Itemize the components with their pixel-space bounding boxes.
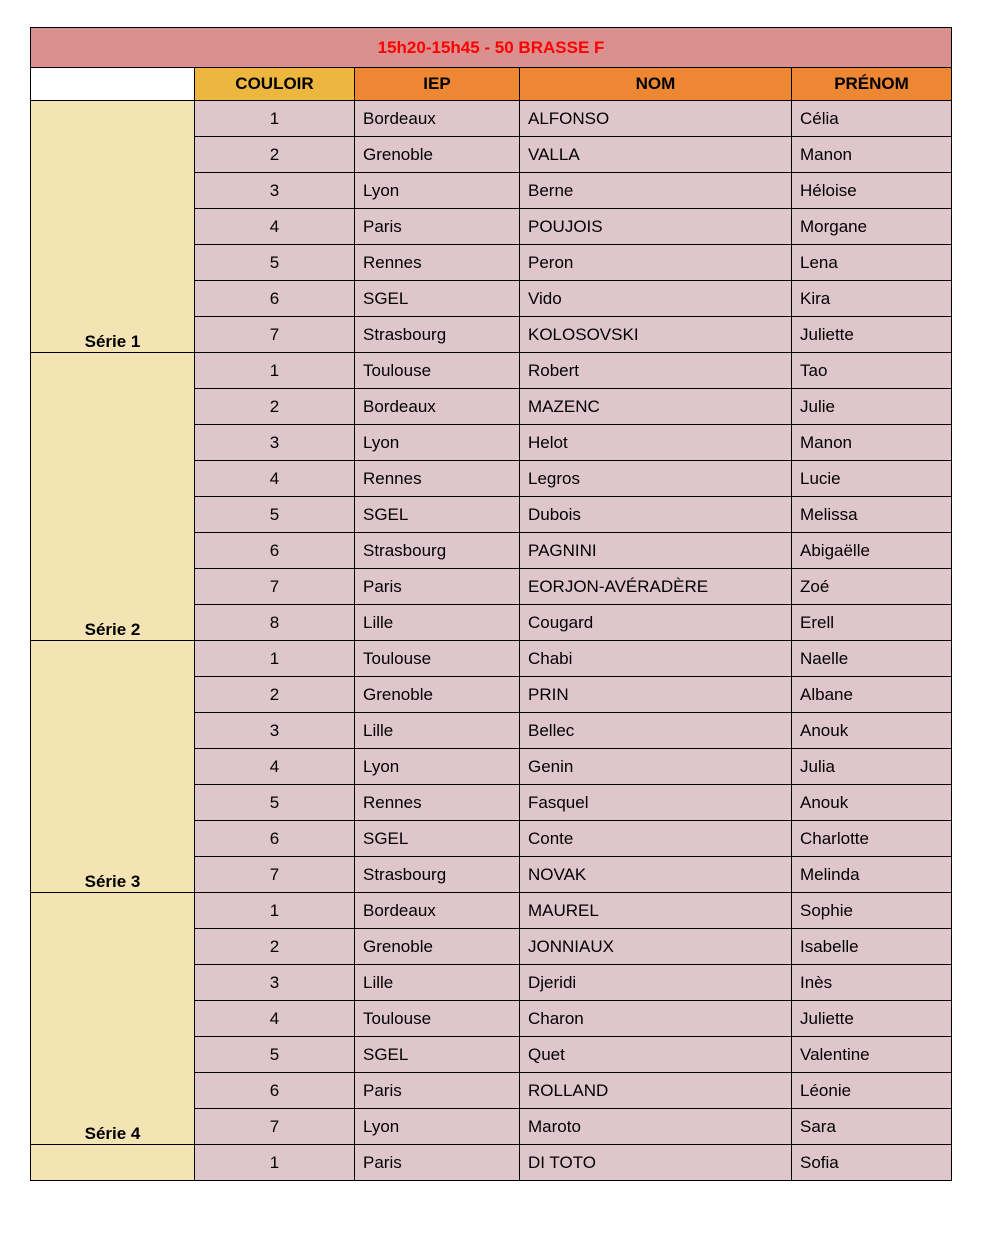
prenom-value: Anouk bbox=[792, 713, 952, 749]
prenom-value: Célia bbox=[792, 101, 952, 137]
prenom-value: Morgane bbox=[792, 209, 952, 245]
iep-value: Paris bbox=[355, 209, 520, 245]
nom-value: Vido bbox=[520, 281, 792, 317]
nom-value: Quet bbox=[520, 1037, 792, 1073]
couloir-value: 7 bbox=[195, 857, 355, 893]
header-row bbox=[31, 68, 952, 101]
iep-value: Toulouse bbox=[355, 641, 520, 677]
iep-value: Grenoble bbox=[355, 677, 520, 713]
nom-value: MAUREL bbox=[520, 893, 792, 929]
nom-value: ALFONSO bbox=[520, 101, 792, 137]
couloir-value: 1 bbox=[195, 353, 355, 389]
couloir-value: 6 bbox=[195, 1073, 355, 1109]
nom-value: Helot bbox=[520, 425, 792, 461]
table-row bbox=[31, 1145, 952, 1181]
iep-value: SGEL bbox=[355, 497, 520, 533]
serie-label: Série 4 bbox=[31, 893, 195, 1145]
event-title: 15h20-15h45 - 50 BRASSE F bbox=[31, 28, 952, 68]
prenom-value: Isabelle bbox=[792, 929, 952, 965]
prenom-value: Julie bbox=[792, 389, 952, 425]
nom-value: PRIN bbox=[520, 677, 792, 713]
couloir-value: 1 bbox=[195, 1145, 355, 1181]
nom-value: MAZENC bbox=[520, 389, 792, 425]
iep-value: Lille bbox=[355, 965, 520, 1001]
nom-value: Djeridi bbox=[520, 965, 792, 1001]
corner-cell bbox=[31, 68, 195, 101]
couloir-value: 5 bbox=[195, 245, 355, 281]
couloir-value: 2 bbox=[195, 677, 355, 713]
couloir-value: 2 bbox=[195, 929, 355, 965]
couloir-value: 5 bbox=[195, 497, 355, 533]
iep-value: Toulouse bbox=[355, 1001, 520, 1037]
nom-value: KOLOSOVSKI bbox=[520, 317, 792, 353]
couloir-value: 8 bbox=[195, 605, 355, 641]
prenom-value: Juliette bbox=[792, 317, 952, 353]
couloir-value: 5 bbox=[195, 785, 355, 821]
prenom-value: Kira bbox=[792, 281, 952, 317]
iep-value: Lyon bbox=[355, 173, 520, 209]
nom-value: Dubois bbox=[520, 497, 792, 533]
prenom-value: Erell bbox=[792, 605, 952, 641]
couloir-value: 4 bbox=[195, 209, 355, 245]
iep-value: Grenoble bbox=[355, 929, 520, 965]
prenom-value: Naelle bbox=[792, 641, 952, 677]
prenom-value: Sophie bbox=[792, 893, 952, 929]
table-row bbox=[31, 101, 952, 137]
column-header-prenom: PRÉNOM bbox=[792, 68, 952, 101]
nom-value: Legros bbox=[520, 461, 792, 497]
nom-value: DI TOTO bbox=[520, 1145, 792, 1181]
iep-value: Lille bbox=[355, 605, 520, 641]
prenom-value: Lucie bbox=[792, 461, 952, 497]
nom-value: Fasquel bbox=[520, 785, 792, 821]
couloir-value: 4 bbox=[195, 749, 355, 785]
prenom-value: Charlotte bbox=[792, 821, 952, 857]
nom-value: VALLA bbox=[520, 137, 792, 173]
column-header-iep: IEP bbox=[355, 68, 520, 101]
iep-value: Lyon bbox=[355, 749, 520, 785]
couloir-value: 1 bbox=[195, 101, 355, 137]
iep-value: Paris bbox=[355, 1145, 520, 1181]
couloir-value: 6 bbox=[195, 821, 355, 857]
couloir-value: 3 bbox=[195, 425, 355, 461]
prenom-value: Juliette bbox=[792, 1001, 952, 1037]
serie-label: Série 3 bbox=[31, 641, 195, 893]
iep-value: Rennes bbox=[355, 785, 520, 821]
prenom-value: Inès bbox=[792, 965, 952, 1001]
iep-value: Lyon bbox=[355, 425, 520, 461]
nom-value: NOVAK bbox=[520, 857, 792, 893]
prenom-value: Zoé bbox=[792, 569, 952, 605]
table-row bbox=[31, 893, 952, 929]
column-header-nom: NOM bbox=[520, 68, 792, 101]
iep-value: Bordeaux bbox=[355, 893, 520, 929]
iep-value: SGEL bbox=[355, 281, 520, 317]
nom-value: Maroto bbox=[520, 1109, 792, 1145]
prenom-value: Melinda bbox=[792, 857, 952, 893]
prenom-value: Anouk bbox=[792, 785, 952, 821]
iep-value: Bordeaux bbox=[355, 389, 520, 425]
iep-value: Toulouse bbox=[355, 353, 520, 389]
prenom-value: Valentine bbox=[792, 1037, 952, 1073]
column-header-couloir: COULOIR bbox=[195, 68, 355, 101]
prenom-value: Héloise bbox=[792, 173, 952, 209]
couloir-value: 1 bbox=[195, 893, 355, 929]
couloir-value: 4 bbox=[195, 1001, 355, 1037]
prenom-value: Julia bbox=[792, 749, 952, 785]
iep-value: Rennes bbox=[355, 245, 520, 281]
nom-value: POUJOIS bbox=[520, 209, 792, 245]
iep-value: Lille bbox=[355, 713, 520, 749]
couloir-value: 3 bbox=[195, 713, 355, 749]
nom-value: Berne bbox=[520, 173, 792, 209]
prenom-value: Manon bbox=[792, 137, 952, 173]
serie-label bbox=[31, 1145, 195, 1181]
serie-label: Série 2 bbox=[31, 353, 195, 641]
iep-value: SGEL bbox=[355, 1037, 520, 1073]
couloir-value: 3 bbox=[195, 965, 355, 1001]
iep-value: Paris bbox=[355, 569, 520, 605]
nom-value: EORJON-AVÉRADÈRE bbox=[520, 569, 792, 605]
nom-value: Charon bbox=[520, 1001, 792, 1037]
iep-value: Bordeaux bbox=[355, 101, 520, 137]
nom-value: JONNIAUX bbox=[520, 929, 792, 965]
iep-value: Strasbourg bbox=[355, 533, 520, 569]
prenom-value: Abigaëlle bbox=[792, 533, 952, 569]
iep-value: Rennes bbox=[355, 461, 520, 497]
nom-value: Conte bbox=[520, 821, 792, 857]
prenom-value: Lena bbox=[792, 245, 952, 281]
nom-value: ROLLAND bbox=[520, 1073, 792, 1109]
couloir-value: 2 bbox=[195, 137, 355, 173]
couloir-value: 6 bbox=[195, 281, 355, 317]
iep-value: Strasbourg bbox=[355, 857, 520, 893]
couloir-value: 7 bbox=[195, 317, 355, 353]
prenom-value: Manon bbox=[792, 425, 952, 461]
nom-value: PAGNINI bbox=[520, 533, 792, 569]
nom-value: Chabi bbox=[520, 641, 792, 677]
start-list-table bbox=[30, 27, 952, 1181]
nom-value: Genin bbox=[520, 749, 792, 785]
prenom-value: Melissa bbox=[792, 497, 952, 533]
iep-value: SGEL bbox=[355, 821, 520, 857]
couloir-value: 4 bbox=[195, 461, 355, 497]
nom-value: Cougard bbox=[520, 605, 792, 641]
iep-value: Paris bbox=[355, 1073, 520, 1109]
prenom-value: Sara bbox=[792, 1109, 952, 1145]
table-row bbox=[31, 353, 952, 389]
iep-value: Grenoble bbox=[355, 137, 520, 173]
prenom-value: Sofia bbox=[792, 1145, 952, 1181]
couloir-value: 3 bbox=[195, 173, 355, 209]
couloir-value: 7 bbox=[195, 1109, 355, 1145]
iep-value: Lyon bbox=[355, 1109, 520, 1145]
nom-value: Robert bbox=[520, 353, 792, 389]
couloir-value: 1 bbox=[195, 641, 355, 677]
nom-value: Peron bbox=[520, 245, 792, 281]
prenom-value: Albane bbox=[792, 677, 952, 713]
nom-value: Bellec bbox=[520, 713, 792, 749]
iep-value: Strasbourg bbox=[355, 317, 520, 353]
couloir-value: 7 bbox=[195, 569, 355, 605]
couloir-value: 2 bbox=[195, 389, 355, 425]
couloir-value: 6 bbox=[195, 533, 355, 569]
title-row bbox=[31, 28, 952, 68]
prenom-value: Léonie bbox=[792, 1073, 952, 1109]
prenom-value: Tao bbox=[792, 353, 952, 389]
couloir-value: 5 bbox=[195, 1037, 355, 1073]
table-row bbox=[31, 641, 952, 677]
table-body bbox=[31, 101, 952, 1181]
serie-label: Série 1 bbox=[31, 101, 195, 353]
